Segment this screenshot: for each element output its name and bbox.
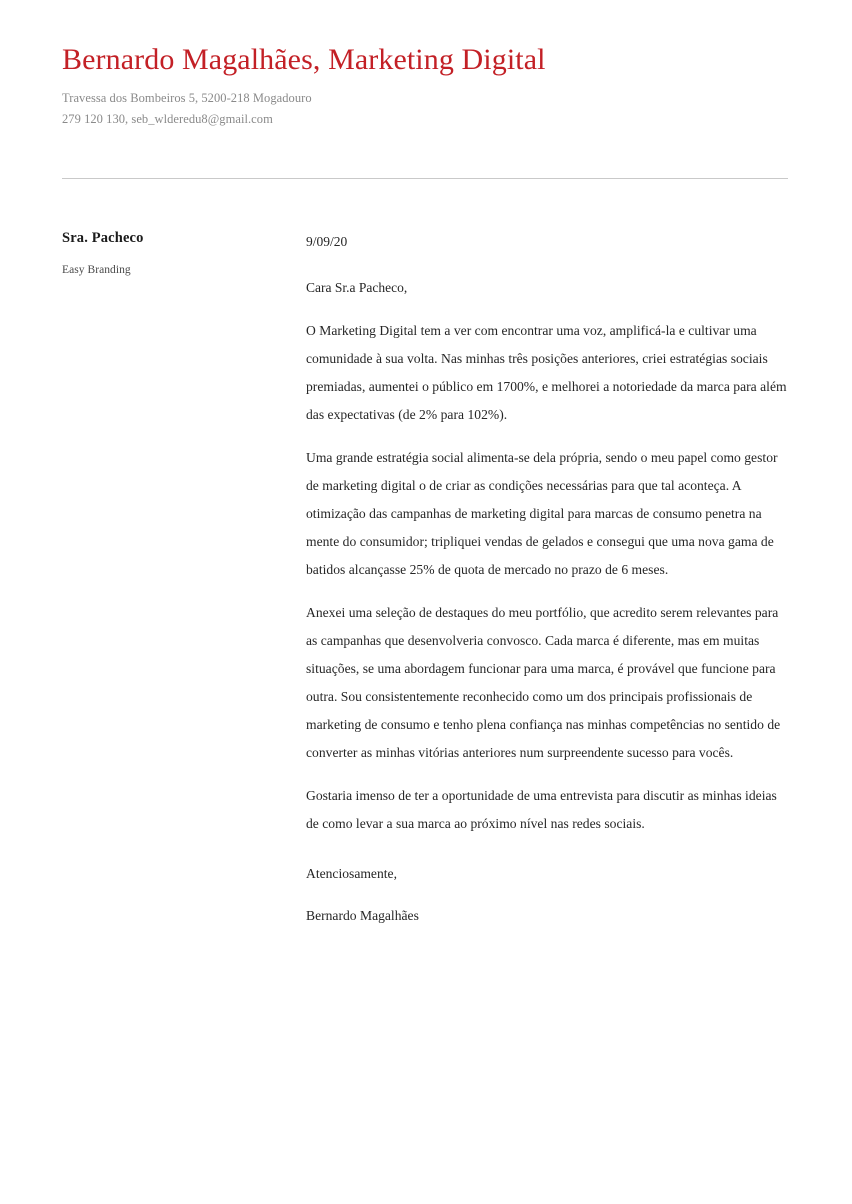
letter-closing: Atenciosamente, <box>306 866 397 881</box>
recipient-block <box>62 228 277 279</box>
letterhead-header <box>62 41 788 130</box>
header-divider <box>62 178 788 179</box>
letter-paragraph: O Marketing Digital tem a ver com encontrar uma voz, amplificá-la e cultivar uma comunidade à sua volta. Nas minhas três posições anteriores, criei estratégias sociais premiadas, aumentei o público em 1700%, e melhorei a notoriedade da marca para além das expectativas (de 2% para 102%). <box>306 323 787 422</box>
contact-phone-email: 279 120 130, seb_wlderedu8@gmail.com <box>62 112 273 126</box>
letter-content-column <box>306 230 788 930</box>
letter-paragraph: Gostaria imenso de ter a oportunidade de uma entrevista para discutir as minhas ideias de como levar a sua marca ao próximo nível nas redes sociais. <box>306 788 777 831</box>
letter-salutation: Cara Sr.a Pacheco, <box>306 280 408 295</box>
page-title: Bernardo Magalhães, Marketing Digital <box>62 43 546 76</box>
contact-block <box>62 88 788 130</box>
recipient-company: Easy Branding <box>62 264 131 276</box>
recipient-name: Sra. Pacheco <box>62 230 144 246</box>
letter-paragraph: Anexei uma seleção de destaques do meu portfólio, que acredito serem relevantes para as campanhas que desenvolveria convosco. Cada marca é diferente, mas em muitas situações, se uma abordagem funcionar para uma marca, é provável que funcione para outra. Sou consistentemente reconhecido como um dos principais profissionais de marketing de consumo e tenho plena confiança nas minhas competências no sentido de converter as minhas vitórias anteriores num surpreendente sucesso para vocês. <box>306 605 781 760</box>
contact-address: Travessa dos Bombeiros 5, 5200-218 Mogadouro <box>62 91 312 105</box>
letter-signature: Bernardo Magalhães <box>306 908 419 923</box>
letter-date: 9/09/20 <box>306 234 348 249</box>
letter-paragraph: Uma grande estratégia social alimenta-se dela própria, sendo o meu papel como gestor de marketing digital o de criar as condições necessárias para que tal aconteça. A otimização das campanhas de marketing digital para marcas de consumo penetra na mente do consumidor; tripliquei vendas de gelados e consegui que uma nova gama de batidos alcançasse 25% de quota de mercado no prazo de 6 meses. <box>306 450 778 577</box>
